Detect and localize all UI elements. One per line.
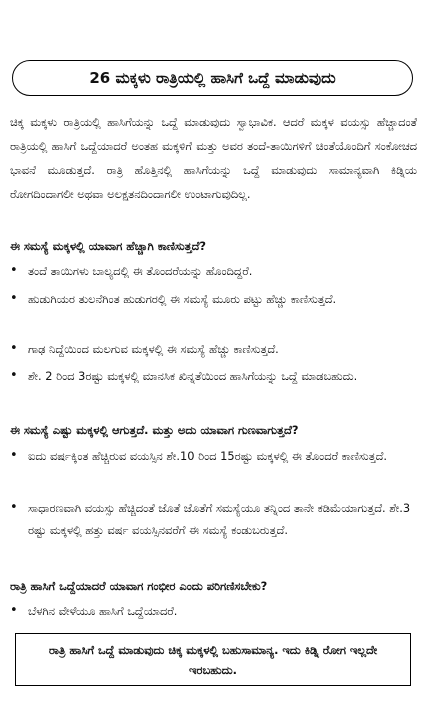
note-text: ರಾತ್ರಿ ಹಾಸಿಗೆ ಒದ್ದೆ ಮಾಡುವುದು ಚಿಕ್ಕ ಮಕ್ಕಳಲ್ಲಿ ಬಹುಸಾಮಾನ್ಯ. ಇದು ಕಿಡ್ನಿ ರೋಗ ಇಲ್ಲದೇ ಇರಬಹುದು. [48, 642, 378, 677]
list-item-text: ಹುಡುಗಿಯರ ತುಲನೆಗಿಂತ ಹುಡುಗರಲ್ಲಿ ಈ ಸಮಸ್ಯೆ ಮೂರು ಪಟ್ಟು ಹೆಚ್ಚು ಕಾಣಿಸುತ್ತದೆ. [28, 292, 337, 306]
list-item-text: ಬೆಳಗಿನ ವೇಳೆಯೂ ಹಾಸಿಗೆ ಒದ್ದೆಯಾದರೆ. [28, 604, 178, 618]
list-item-text: ಗಾಢ ನಿದ್ದೆಯಿಂದ ಮಲಗುವ ಮಕ್ಕಳಲ್ಲಿ ಈ ಸಮಸ್ಯೆ ಹೆಚ್ಚು ಕಾಣಿಸುತ್ತದೆ. [28, 342, 279, 356]
bullet-icon: • [10, 368, 18, 383]
bullet-icon: • [10, 341, 18, 356]
chapter-title-box [12, 60, 413, 96]
bullet-icon: • [10, 500, 18, 515]
section-heading: ಈ ಸಮಸ್ಯೆ ಮಕ್ಕಳಲ್ಲಿ ಯಾವಾಗ ಹೆಚ್ಚಾಗಿ ಕಾಣಿಸುತ್ತದೆ? [10, 239, 207, 253]
bullet-icon: • [10, 603, 18, 618]
list-item-text: ಸಾಧಾರಣವಾಗಿ ವಯಸ್ಸು ಹೆಚ್ಚಿದಂತೆ ಜೊತೆ ಜೊತೆಗೆ ಸಮಸ್ಯೆಯೂ ತನ್ನಿಂದ ತಾನೇ ಕಡಿಮೆಯಾಗುತ್ತದೆ. ಶೇ.3 ರಷ್ಟು ಮಕ್ಕಳಲ್ಲಿ ಹತ್ತು ವರ್ಷ ವಯಸ್ಸಿನವರೆಗೆ ಈ ಸಮಸ್ಯೆ ಕಂಡುಬರುತ್ತದೆ. [28, 501, 411, 537]
chapter-title: 26 ಮಕ್ಕಳು ರಾತ್ರಿಯಲ್ಲಿ ಹಾಸಿಗೆ ಒದ್ದೆ ಮಾಡುವುದು [89, 69, 336, 87]
list-item [10, 338, 417, 360]
list-item-text: ತಂದೆ ತಾಯಿಗಳು ಬಾಲ್ಯದಲ್ಲಿ ಈ ತೊಂದರೆಯನ್ನು ಹೊಂದಿದ್ದರೆ. [28, 264, 253, 278]
list-item [10, 288, 417, 310]
intro-paragraph: ಚಿಕ್ಕ ಮಕ್ಕಳು ರಾತ್ರಿಯಲ್ಲಿ ಹಾಸಿಗೆಯನ್ನು ಒದ್ದೆ ಮಾಡುವುದು ಸ್ವಾಭಾವಿಕ. ಆದರೆ ಮಕ್ಕಳ ವಯಸ್ಸು ಹೆಚ್ಚಾದಂತೆ ರಾತ್ರಿಯಲ್ಲಿ ಹಾಸಿಗೆ ಒದ್ದೆಯಾದರೆ ಅಂತಹ ಮಕ್ಕಳಿಗೆ ಮತ್ತು ಅವರ ತಂದೆ-ತಾಯಿಗಳಿಗೆ ಚಿಂತೆಯೊಂದಿಗೆ ಸಂಕೋಚದ ಭಾವನೆ ಮೂಡುತ್ತದೆ. ರಾತ್ರಿ ಹೊತ್ತಿನಲ್ಲಿ ಹಾಸಿಗೆಯನ್ನು ಒದ್ದೆ ಮಾಡುವುದು ಸಾಮಾನ್ಯವಾಗಿ ಕಿಡ್ನಿಯ ರೋಗದಿಂದಾಗಲೀ ಅಥವಾ ಅಲಕ್ಷತನದಿಂದಾಗಲೀ ಉಂಟಾಗುವುದಿಲ್ಲ. [10, 115, 417, 201]
list-item [10, 260, 417, 282]
bullet-icon: • [10, 291, 18, 306]
bullet-icon: • [10, 448, 18, 463]
bullet-icon: • [10, 263, 18, 278]
list-item-text: ಐದು ವರ್ಷಕ್ಕಿಂತ ಹೆಚ್ಚಿರುವ ವಯಸ್ಸಿನ ಶೇ.10 ರಿಂದ 15ರಷ್ಟು ಮಕ್ಕಳಲ್ಲಿ ಈ ತೊಂದರೆ ಕಾಣಿಸುತ್ತದೆ. [28, 449, 388, 463]
list-item-text: ಶೇ. 2 ರಿಂದ 3ರಷ್ಟು ಮಕ್ಕಳಲ್ಲಿ ಮಾನಸಿಕ ಖಿನ್ನತೆಯಿಂದ ಹಾಸಿಗೆಯನ್ನು ಒದ್ದೆ ಮಾಡಬಹುದು. [28, 369, 358, 383]
section-heading: ರಾತ್ರಿ ಹಾಸಿಗೆ ಒದ್ದೆಯಾದರೆ ಯಾವಾಗ ಗಂಭೀರ ಎಂದು ಪರಿಗಣಿಸಬೇಕು? [10, 579, 268, 593]
section-heading: ಈ ಸಮಸ್ಯೆ ಎಷ್ಟು ಮಕ್ಕಳಲ್ಲಿ ಆಗುತ್ತದೆ. ಮತ್ತು ಅದು ಯಾವಾಗ ಗುಣವಾಗುತ್ತದೆ? [10, 423, 299, 437]
list-item [10, 600, 417, 622]
list-item [10, 365, 417, 387]
note-box [15, 633, 411, 686]
list-item [10, 445, 417, 467]
list-item [10, 497, 417, 541]
